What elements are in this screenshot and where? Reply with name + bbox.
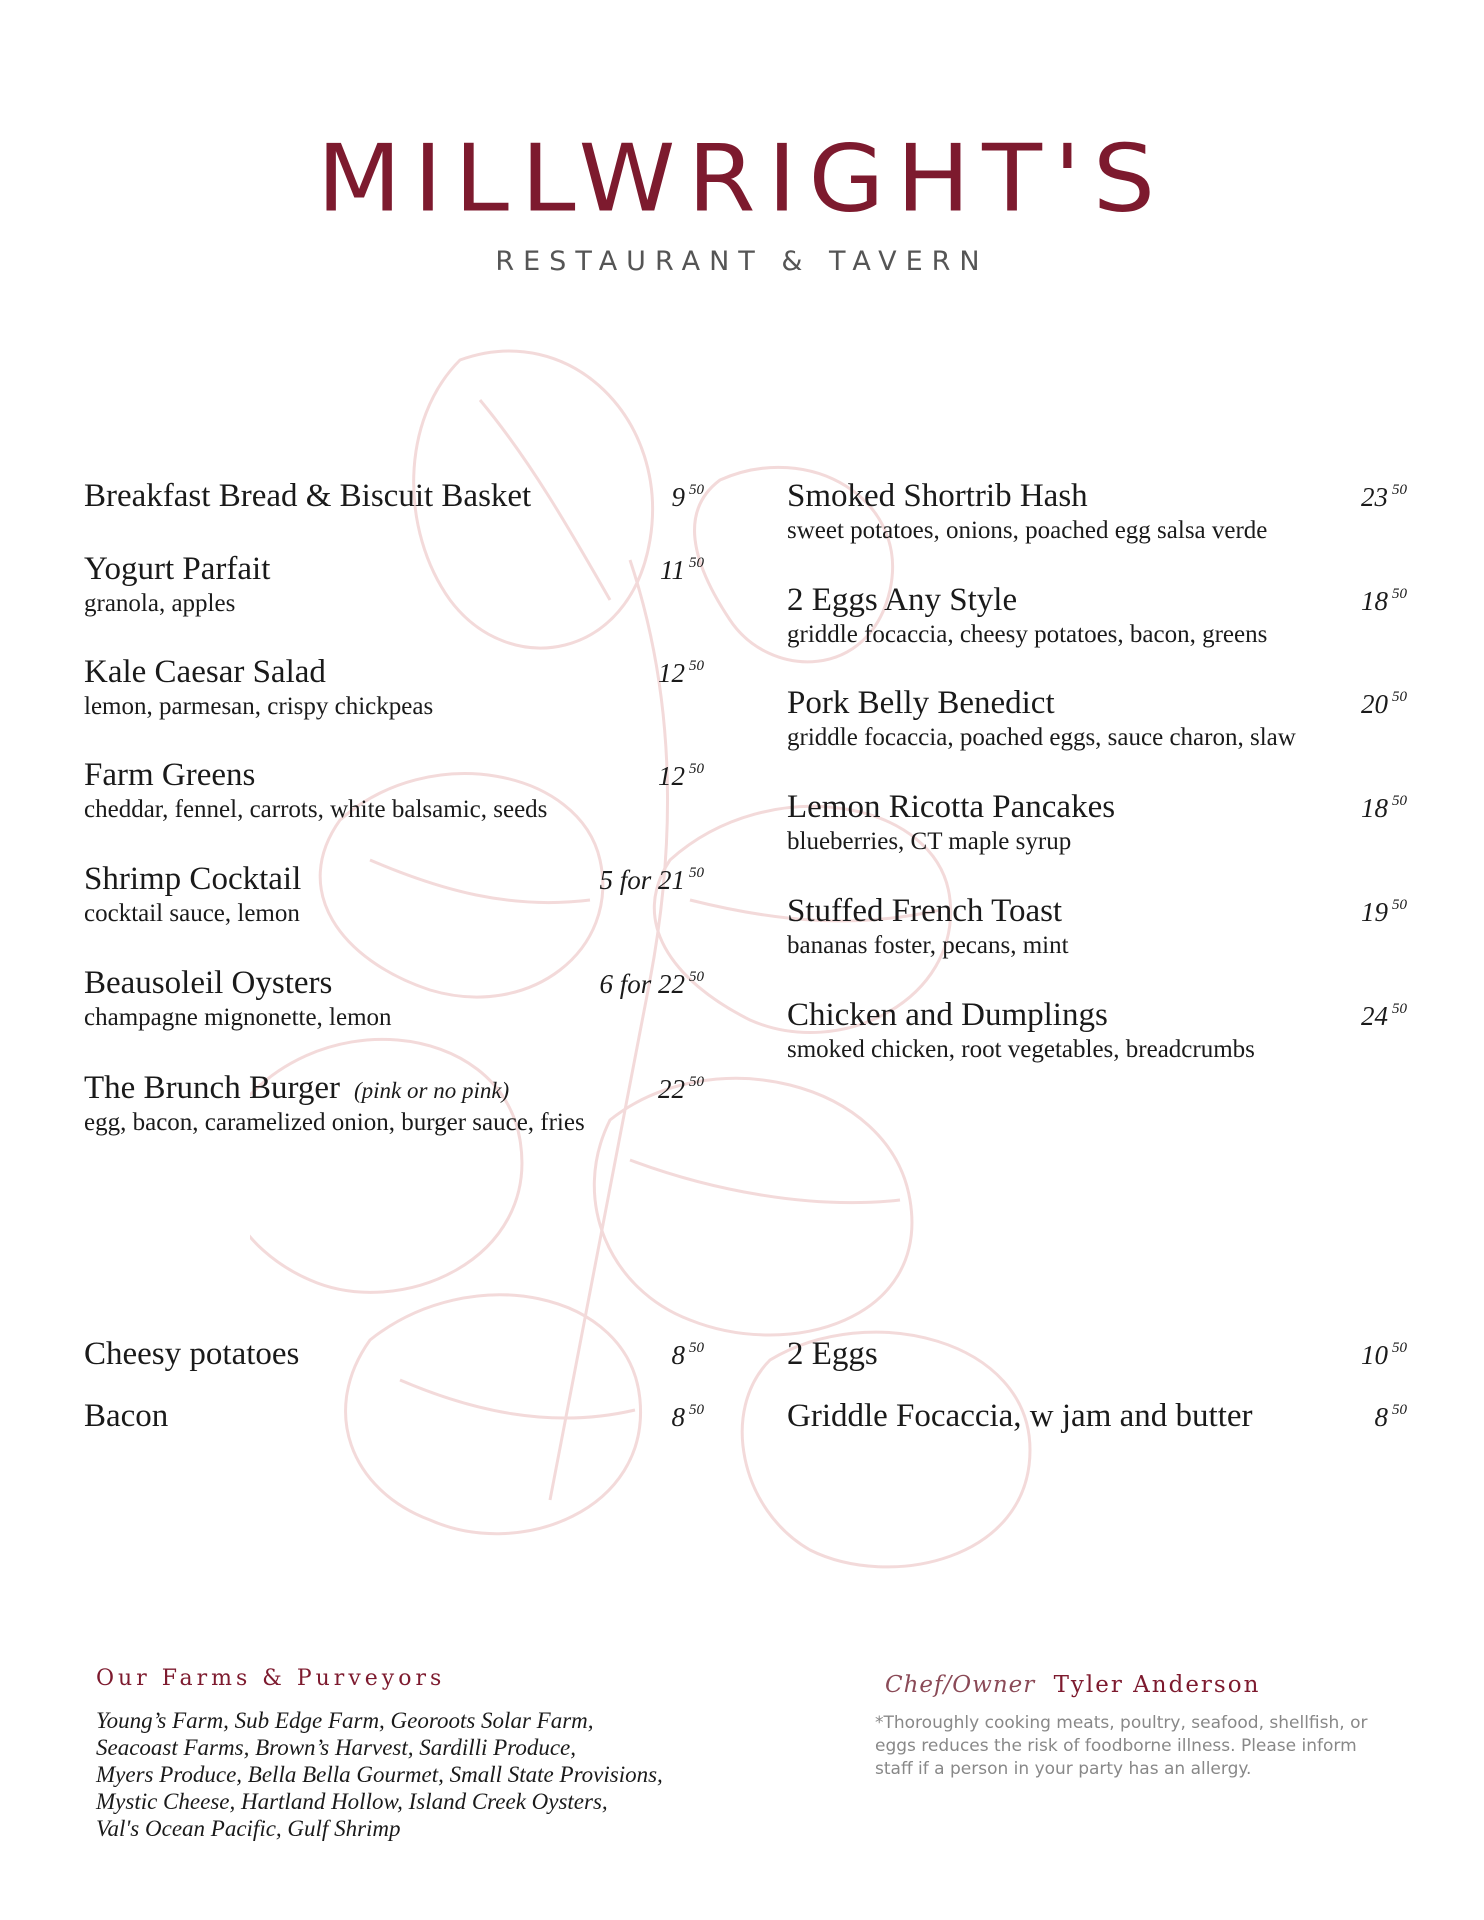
item-price: 22 $^{50}$ — [658, 1074, 704, 1104]
side-item — [787, 1398, 1407, 1435]
side-item — [84, 1336, 704, 1373]
item-price: 11 $^{50}$ — [660, 555, 704, 585]
item-price: 18 $^{50}$ — [1361, 793, 1407, 823]
tagline: RESTAURANT & TAVERN — [495, 246, 989, 277]
farms-title: Our Farms & Purveyors — [96, 1666, 446, 1691]
menu-item — [84, 551, 704, 618]
item-price: 24 $^{50}$ — [1361, 1001, 1407, 1031]
menu-item — [787, 789, 1407, 856]
item-price: 12 $^{50}$ — [658, 658, 704, 688]
item-name: Chicken and Dumplings — [787, 997, 1108, 1033]
menu-item — [787, 685, 1407, 752]
item-description: cheddar, fennel, carrots, white balsamic, seeds — [84, 796, 548, 823]
menu-item — [84, 654, 704, 721]
item-description: champagne mignonette, lemon — [84, 1004, 392, 1031]
item-description: cocktail sauce, lemon — [84, 900, 300, 927]
item-name: Breakfast Bread & Biscuit Basket — [84, 478, 532, 514]
chef-role: Chef/Owner — [885, 1672, 1036, 1698]
menu-item — [84, 965, 704, 1032]
item-price: 12 $^{50}$ — [658, 761, 704, 791]
item-name: Cheesy potatoes — [84, 1336, 300, 1372]
item-price: 20 $^{50}$ — [1361, 689, 1407, 719]
item-name: Smoked Shortrib Hash — [787, 478, 1088, 514]
header — [0, 124, 1484, 277]
item-price: 23 $^{50}$ — [1361, 482, 1407, 512]
item-name: Stuffed French Toast — [787, 893, 1063, 929]
menu-item — [787, 893, 1407, 960]
item-description: bananas foster, pecans, mint — [787, 932, 1069, 959]
farms-section — [96, 1666, 736, 1842]
item-name: Yogurt Parfait — [84, 551, 271, 587]
item-name: Kale Caesar Salad — [84, 654, 326, 690]
menu-item — [84, 478, 704, 515]
item-name: Griddle Focaccia, w jam and butter — [787, 1398, 1253, 1434]
menu-item — [84, 757, 704, 824]
item-name: Beausoleil Oysters — [84, 965, 333, 1001]
item-note: (pink or no pink) — [354, 1078, 510, 1103]
item-description: granola, apples — [84, 590, 236, 617]
item-description: smoked chicken, root vegetables, breadcrumbs — [787, 1036, 1255, 1063]
item-description: blueberries, CT maple syrup — [787, 828, 1072, 855]
item-name: Bacon — [84, 1398, 169, 1434]
chef-name: Tyler Anderson — [1053, 1672, 1261, 1698]
item-price: 18 $^{50}$ — [1361, 586, 1407, 616]
item-description: sweet potatoes, onions, poached egg salsa verde — [787, 517, 1268, 544]
menu-item — [84, 861, 704, 928]
item-price: 9 $^{50}$ — [671, 482, 704, 512]
item-name: The Brunch Burger (pink or no pink) — [84, 1070, 510, 1106]
menu-item — [787, 997, 1407, 1064]
menu-item — [787, 478, 1407, 545]
farms-list: Young’s Farm, Sub Edge Farm, Georoots Solar Farm, Seacoast Farms, Brown’s Harvest, Sardilli Produce, Myers Produce, Bella Bella Gourmet, Small State Provisions, Mystic Cheese, Hartland Hollow, Island Creek Oysters, Val's Ocean Pacific, Gulf Shrimp — [96, 1708, 663, 1841]
item-price: 19 $^{50}$ — [1361, 897, 1407, 927]
item-name: Lemon Ricotta Pancakes — [787, 789, 1116, 825]
side-item — [787, 1336, 1407, 1373]
item-description: egg, bacon, caramelized onion, burger sauce, fries — [84, 1109, 585, 1136]
item-name: 2 Eggs — [787, 1336, 878, 1372]
food-safety-notice: *Thoroughly cooking meats, poultry, seafood, shellfish, or eggs reduces the risk of foodborne illness. Please inform staff if a person in your party has an allergy. — [875, 1713, 1368, 1779]
item-price: 8 $^{50}$ — [1374, 1402, 1407, 1432]
menu-item — [84, 1070, 704, 1137]
item-price: 5 for 21 $^{50}$ — [599, 865, 704, 895]
item-description: griddle focaccia, cheesy potatoes, bacon, greens — [787, 621, 1268, 648]
item-description: griddle focaccia, poached eggs, sauce charon, slaw — [787, 724, 1296, 751]
chef-section — [875, 1672, 1405, 1781]
side-item — [84, 1398, 704, 1435]
item-name: Farm Greens — [84, 757, 256, 793]
chef-credit — [885, 1672, 1405, 1698]
item-price: 8 $^{50}$ — [671, 1402, 704, 1432]
item-name: 2 Eggs Any Style — [787, 582, 1018, 618]
item-price: 10 $^{50}$ — [1361, 1340, 1407, 1370]
item-name: Shrimp Cocktail — [84, 861, 302, 897]
item-description: lemon, parmesan, crispy chickpeas — [84, 693, 434, 720]
item-price: 8 $^{50}$ — [671, 1340, 704, 1370]
item-price: 6 for 22 $^{50}$ — [599, 969, 704, 999]
item-name: Pork Belly Benedict — [787, 685, 1055, 721]
brand-wordmark: MILLWRIGHT'S — [316, 124, 1168, 234]
menu-item — [787, 582, 1407, 649]
